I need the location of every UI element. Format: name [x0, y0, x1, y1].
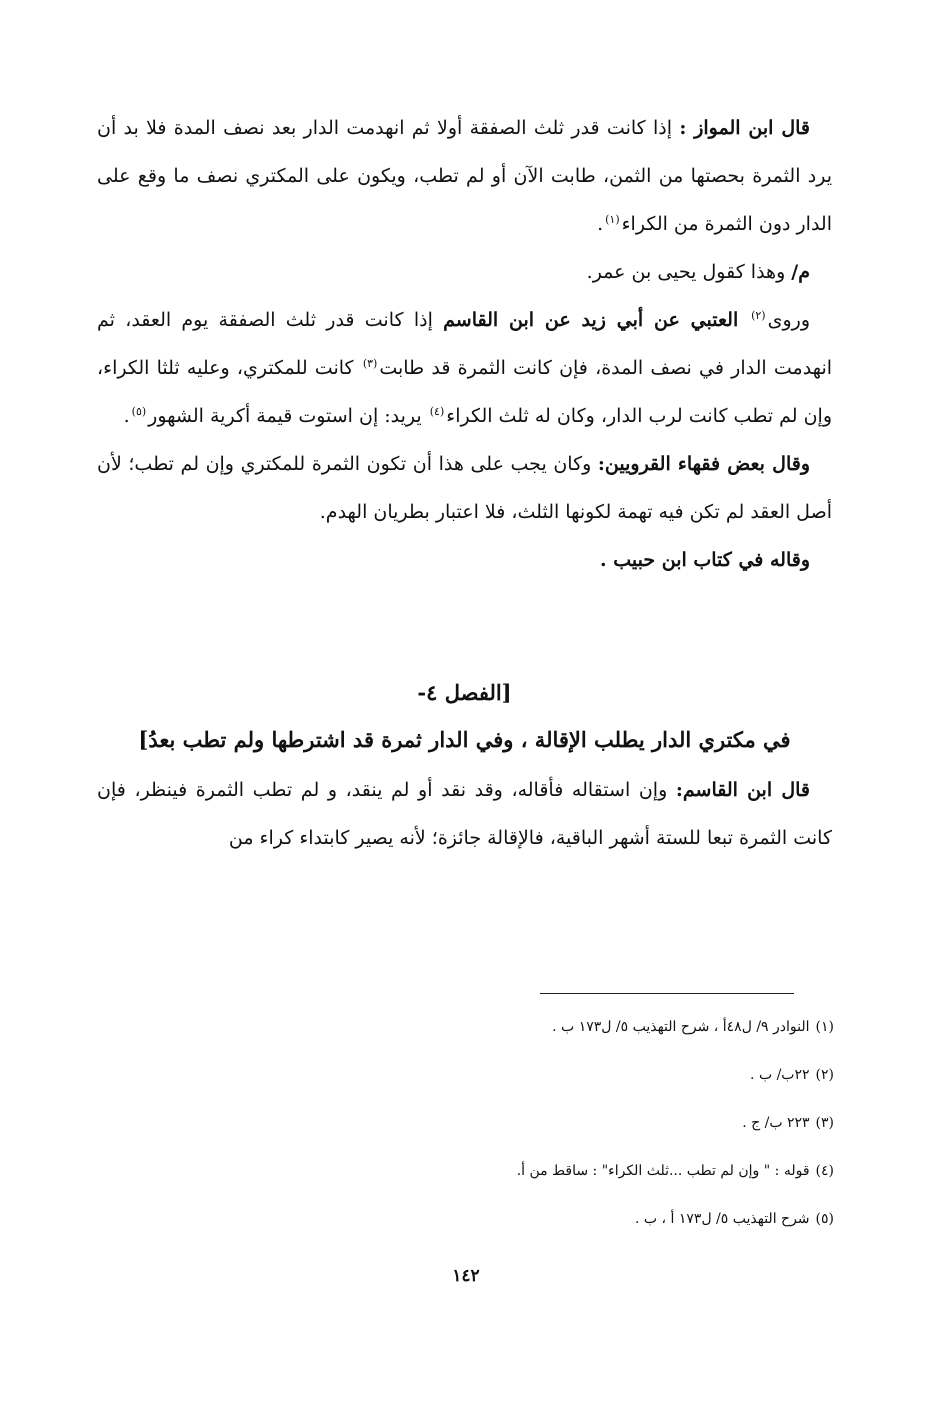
- footnote-2: [134, 1051, 834, 1099]
- paragraph-5: [97, 536, 832, 584]
- paragraph-2-text: وهذا كقول يحيى بن عمر.: [586, 261, 792, 283]
- paragraph-3-text-a: إذا كانت قدر ثلث الصفقة يوم العقد، ثم انهدمت الدار في نصف المدة، فإن كانت الثمرة قد طابت: [97, 309, 833, 379]
- footnote-3: [134, 1099, 834, 1147]
- body-text-block: [97, 104, 832, 584]
- paragraph-3-text-b: كانت للمكتري، وعليه ثلثا الكراء، وإن لم تطب كانت لرب الدار، وكان له ثلث الكراء: [97, 357, 832, 427]
- footnote-ref-1: (١): [605, 212, 620, 226]
- paragraph-2: [97, 248, 832, 296]
- body-text-block-2: [97, 766, 832, 862]
- footnote-1-number: (١): [815, 1019, 834, 1035]
- footnote-5-text: شرح التهذيب ٥/ ل١٧٣ أ ، ب .: [635, 1211, 810, 1227]
- paragraph-3-pre: وروى: [767, 309, 810, 331]
- chapter-subtitle: في مكتري الدار يطلب الإقالة ، وفي الدار ثمرة قد اشترطها ولم تطب بعدُ]: [138, 727, 791, 752]
- paragraph-6: [97, 766, 832, 862]
- paragraph-4-text: وكان يجب على هذا أن تكون الثمرة للمكتري وإن لم تطب؛ لأن أصل العقد لم تكن فيه تهمة لكونها الثلث، فلا اعتبار بطريان الهدم.: [97, 453, 832, 523]
- paragraph-6-lead: قال ابن القاسم:: [675, 779, 810, 801]
- footnote-4-number: (٤): [815, 1163, 834, 1179]
- footnote-4-text: قوله : " وإن لم تطب ...ثلث الكراء" : ساقط من أ.: [516, 1163, 810, 1179]
- chapter-title: [الفصل ٤-: [417, 680, 512, 705]
- footnote-2-text: ٢٢ب/ ب .: [750, 1067, 810, 1083]
- paragraph-1-lead: قال ابن المواز :: [679, 117, 810, 139]
- paragraph-5-lead: وقاله في كتاب ابن حبيب .: [600, 549, 810, 571]
- footnote-1-text: النوادر ٩/ ل٤٨أ ، شرح التهذيب ٥/ ل١٧٣ ب .: [552, 1019, 810, 1035]
- footnote-4: [134, 1147, 834, 1195]
- paragraph-4: [97, 440, 832, 536]
- footnotes: [134, 1003, 834, 1243]
- footnote-3-number: (٣): [815, 1115, 834, 1131]
- paragraph-3-lead: العتبي عن أبي زيد عن ابن القاسم: [443, 309, 750, 331]
- footnote-3-text: ٢٢٣ ب/ ج .: [742, 1115, 810, 1131]
- paragraph-3-text-c: يريد: إن استوت قيمة أكرية الشهور: [148, 405, 428, 427]
- footnote-ref-4: (٤): [429, 404, 445, 418]
- footnote-2-number: (٢): [815, 1067, 834, 1083]
- paragraph-3: [97, 296, 832, 440]
- footnote-5: [134, 1195, 834, 1243]
- footnote-ref-5: (٥): [131, 404, 147, 418]
- page-number: ١٤٢: [452, 1266, 480, 1286]
- paragraph-1-text: إذا كانت قدر ثلث الصفقة أولا ثم انهدمت الدار بعد نصف المدة فلا بد أن يرد الثمرة بحصتها من الثمن، طابت الآن أو لم تطب، ويكون على المكتري نصف ما وقع على الدار دون الثمرة من الكراء: [97, 117, 832, 235]
- paragraph-1-end: .: [597, 213, 604, 235]
- paragraph-6-text: وإن استقاله فأقاله، وقد نقد أو لم ينقد، و لم تطب الثمرة فينظر، فإن كانت الثمرة تبعا للستة أشهر الباقية، فالإقالة جائزة؛ لأنه يصير كابتداء كراء من: [97, 779, 832, 849]
- paragraph-2-lead: م/: [791, 261, 810, 283]
- footnote-ref-2: (٢): [751, 308, 766, 322]
- paragraph-3-end: .: [123, 405, 130, 427]
- footnote-1: [134, 1003, 834, 1051]
- footnote-ref-3: (٣): [362, 356, 378, 370]
- paragraph-4-lead: وقال بعض فقهاء القرويين:: [597, 453, 810, 475]
- footnote-divider: [540, 993, 794, 994]
- footnote-5-number: (٥): [815, 1211, 834, 1227]
- paragraph-1: [97, 104, 832, 248]
